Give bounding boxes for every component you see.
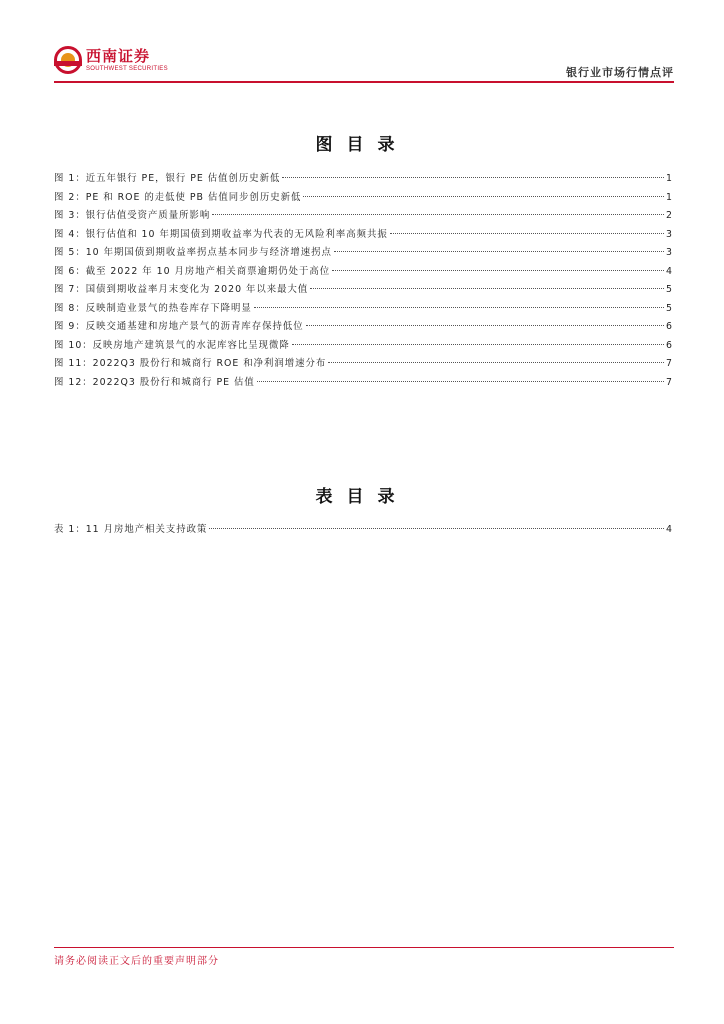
- toc-entry-label: 图 4：银行估值和 10 年期国债到期收益率为代表的无风险利率高频共振: [54, 228, 388, 240]
- brand-name-cn: 西南证券: [86, 46, 151, 65]
- toc-entry[interactable]: [54, 226, 672, 245]
- toc-entry[interactable]: [54, 170, 672, 189]
- toc-entry-label: 图 5：10 年期国债到期收益率拐点基本同步与经济增速拐点: [54, 247, 332, 258]
- toc-leader: [306, 325, 664, 326]
- toc-entry-label: 图 7：国债到期收益率月末变化为 2020 年以来最大值: [54, 284, 309, 295]
- toc-entry-label: 表 1：11 月房地产相关支持政策: [54, 524, 208, 535]
- toc-entry-page: 6: [666, 339, 672, 351]
- toc-leader: [212, 214, 664, 215]
- toc-entry-label: 图 10：反映房地产建筑景气的水泥库容比呈现微降: [54, 339, 290, 351]
- tables-toc-title: 表目录: [315, 487, 409, 507]
- toc-entry[interactable]: [54, 521, 672, 540]
- toc-entry-page: 1: [666, 173, 672, 184]
- toc-entry-page: 7: [666, 376, 672, 388]
- toc-leader: [310, 288, 664, 289]
- toc-entry-page: 2: [666, 210, 672, 221]
- toc-entry-label: 图 11：2022Q3 股份行和城商行 ROE 和净利润增速分布: [54, 358, 327, 369]
- toc-leader: [332, 270, 664, 271]
- toc-leader: [282, 177, 664, 178]
- toc-entry-page: 5: [666, 302, 672, 314]
- toc-entry-page: 1: [666, 191, 672, 203]
- tables-toc: [54, 521, 672, 540]
- figures-toc: [54, 170, 672, 392]
- toc-entry[interactable]: [54, 281, 672, 300]
- report-type: 银行业市场行情点评: [566, 66, 674, 79]
- toc-entry[interactable]: [54, 207, 672, 226]
- toc-leader: [257, 381, 664, 382]
- disclaimer-note: 请务必阅读正文后的重要声明部分: [54, 956, 219, 967]
- toc-leader: [334, 251, 664, 252]
- toc-entry-label: 图 1：近五年银行 PE，银行 PE 估值创历史新低: [54, 173, 281, 184]
- toc-entry-page: 3: [666, 247, 672, 258]
- toc-leader: [390, 233, 664, 234]
- toc-entry-page: 4: [666, 524, 672, 535]
- toc-entry[interactable]: [54, 300, 672, 319]
- toc-entry-label: 图 9：反映交通基建和房地产景气的沥青库存保持低位: [54, 321, 304, 332]
- page-header: [54, 40, 674, 82]
- figures-toc-title: 图目录: [315, 135, 409, 155]
- toc-leader: [292, 344, 664, 345]
- toc-leader: [303, 196, 664, 197]
- toc-entry[interactable]: [54, 189, 672, 208]
- toc-entry-label: 图 8：反映制造业景气的热卷库存下降明显: [54, 302, 252, 314]
- toc-entry[interactable]: [54, 355, 672, 374]
- company-logo: [54, 40, 168, 80]
- brand-name-en: SOUTHWEST SECURITIES: [86, 65, 168, 72]
- toc-entry-page: 7: [666, 358, 672, 369]
- toc-entry[interactable]: [54, 318, 672, 337]
- toc-leader: [254, 307, 664, 308]
- toc-leader: [328, 362, 664, 363]
- toc-entry[interactable]: [54, 337, 672, 356]
- toc-entry-label: 图 12：2022Q3 股份行和城商行 PE 估值: [54, 376, 255, 388]
- toc-entry-page: 3: [666, 228, 672, 240]
- logo-emblem-icon: [54, 46, 82, 74]
- toc-entry-page: 5: [666, 284, 672, 295]
- toc-entry[interactable]: [54, 263, 672, 282]
- header-divider: [54, 81, 674, 83]
- toc-entry[interactable]: [54, 374, 672, 393]
- toc-entry-page: 4: [666, 265, 672, 277]
- footer-divider: [54, 947, 674, 948]
- toc-leader: [209, 528, 664, 529]
- logo-wordmark: [86, 48, 168, 73]
- toc-entry[interactable]: [54, 244, 672, 263]
- toc-entry-page: 6: [666, 321, 672, 332]
- toc-entry-label: 图 3：银行估值受资产质量所影响: [54, 210, 211, 221]
- toc-entry-label: 图 2：PE 和 ROE 的走低使 PB 估值同步创历史新低: [54, 191, 302, 203]
- toc-entry-label: 图 6：截至 2022 年 10 月房地产相关商票逾期仍处于高位: [54, 265, 331, 277]
